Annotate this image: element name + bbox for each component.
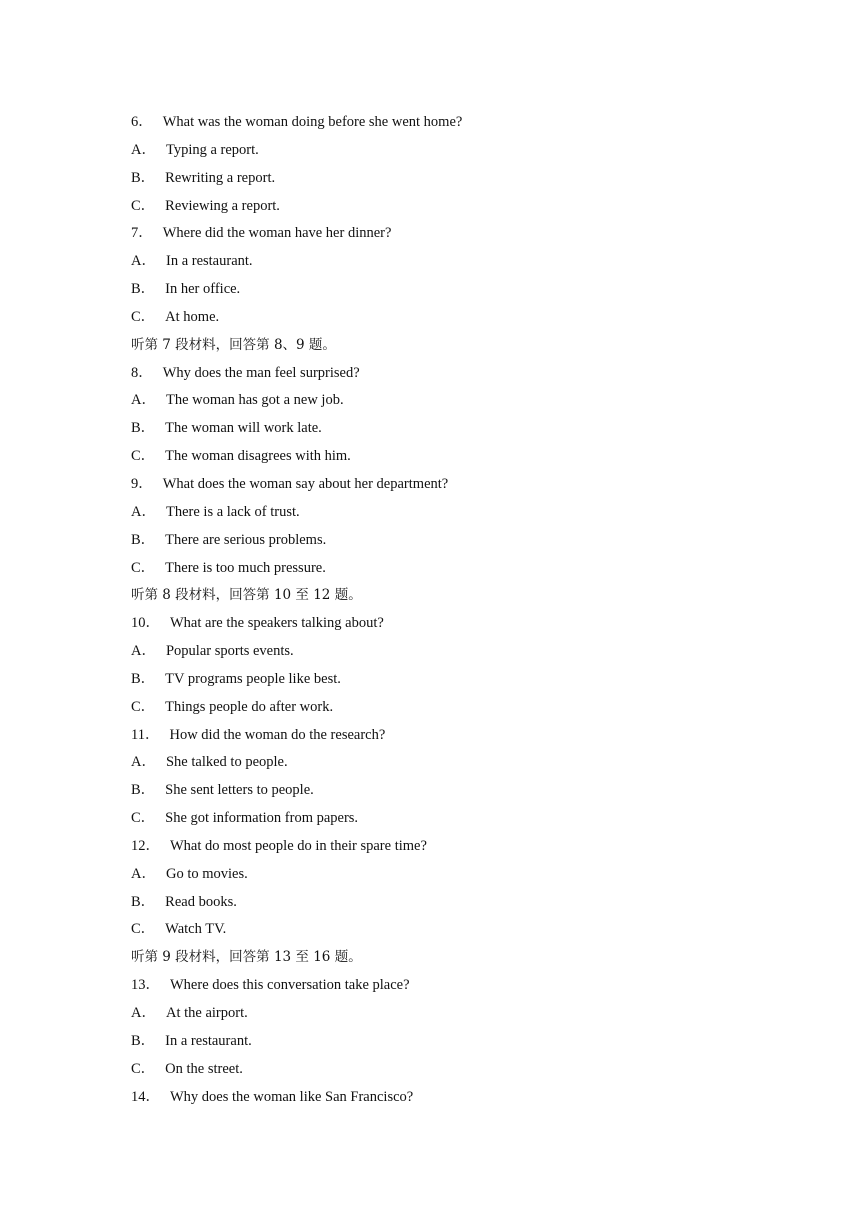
question-number: 14．	[131, 1088, 160, 1105]
question-text: Where did the woman have her dinner?	[162, 225, 392, 242]
option-text: There is a lack of trust.	[165, 503, 300, 520]
answer-option	[131, 1056, 771, 1084]
answer-option	[131, 1000, 771, 1028]
option-letter: B．	[131, 420, 156, 437]
option-letter: C．	[131, 197, 156, 214]
option-letter: C．	[131, 921, 156, 938]
option-text: Popular sports events.	[165, 643, 294, 660]
question-number: 13．	[131, 977, 160, 994]
option-letter: B．	[131, 169, 156, 186]
option-text: She got information from papers.	[165, 810, 359, 827]
option-letter: A．	[131, 754, 156, 771]
option-letter: C．	[131, 448, 156, 465]
option-text: Reviewing a report.	[165, 197, 280, 214]
question-number: 10．	[131, 615, 160, 632]
answer-option	[131, 749, 771, 777]
answer-option	[131, 387, 771, 415]
question-number: 12．	[131, 837, 160, 854]
option-text: She sent letters to people.	[165, 782, 314, 799]
question-text: Where does this conversation take place?	[170, 977, 410, 994]
option-letter: B．	[131, 782, 156, 799]
option-text: There are serious problems.	[165, 531, 327, 548]
answer-option	[131, 1028, 771, 1056]
option-letter: C．	[131, 308, 156, 325]
question-line	[131, 972, 771, 1000]
answer-option	[131, 248, 771, 276]
section-instruction	[131, 332, 771, 360]
answer-option	[131, 777, 771, 805]
option-text: Watch TV.	[165, 921, 227, 938]
answer-option	[131, 666, 771, 694]
option-letter: C．	[131, 698, 156, 715]
question-number: 9．	[131, 475, 153, 492]
question-text: What do most people do in their spare time?	[170, 837, 427, 854]
question-line	[131, 360, 771, 388]
answer-option	[131, 694, 771, 722]
option-letter: B．	[131, 1032, 156, 1049]
question-text: What are the speakers talking about?	[170, 615, 384, 632]
option-letter: C．	[131, 810, 156, 827]
question-line	[131, 833, 771, 861]
question-line	[131, 109, 771, 137]
question-text: What was the woman doing before she went home?	[162, 114, 463, 130]
answer-option	[131, 443, 771, 471]
answer-option	[131, 861, 771, 889]
answer-option	[131, 137, 771, 165]
option-letter: B．	[131, 670, 156, 687]
option-text: At home.	[165, 308, 220, 325]
option-letter: B．	[131, 531, 156, 548]
answer-option	[131, 638, 771, 666]
option-text: Rewriting a report.	[165, 169, 276, 186]
instruction-text: 听第 9 段材料，回答第 13 至 16 题。	[131, 949, 362, 966]
question-line	[131, 610, 771, 638]
option-letter: A．	[131, 141, 156, 158]
question-text: What does the woman say about her department?	[162, 475, 449, 492]
option-text: She talked to people.	[165, 754, 288, 771]
answer-option	[131, 415, 771, 443]
option-text: The woman has got a new job.	[165, 392, 344, 409]
answer-option	[131, 499, 771, 527]
answer-option	[131, 193, 771, 221]
option-letter: A．	[131, 503, 156, 520]
question-number: 8．	[131, 364, 153, 381]
answer-option	[131, 805, 771, 833]
question-number: 11．	[131, 726, 160, 743]
option-text: Go to movies.	[165, 865, 248, 882]
listening-questions	[131, 109, 771, 1111]
option-text: Typing a report.	[165, 141, 259, 158]
option-letter: B．	[131, 281, 156, 298]
option-letter: A．	[131, 643, 156, 660]
answer-option	[131, 555, 771, 583]
answer-option	[131, 916, 771, 944]
option-text: There is too much pressure.	[165, 559, 326, 576]
section-instruction	[131, 582, 771, 610]
question-line	[131, 471, 771, 499]
answer-option	[131, 276, 771, 304]
option-letter: A．	[131, 865, 156, 882]
option-text: Read books.	[165, 893, 237, 910]
option-text: TV programs people like best.	[165, 670, 341, 687]
question-number: 7．	[131, 225, 153, 242]
option-letter: C．	[131, 559, 156, 576]
question-number: 6．	[131, 114, 153, 130]
option-text: Things people do after work.	[165, 698, 334, 715]
answer-option	[131, 889, 771, 917]
section-instruction	[131, 944, 771, 972]
question-line	[131, 722, 771, 750]
instruction-text: 听第 7 段材料，回答第 8、9 题。	[131, 336, 336, 353]
option-text: On the street.	[165, 1060, 243, 1077]
answer-option	[131, 527, 771, 555]
question-line	[131, 1084, 771, 1112]
answer-option	[131, 304, 771, 332]
question-text: Why does the woman like San Francisco?	[170, 1088, 414, 1105]
option-letter: A．	[131, 253, 156, 270]
option-text: In her office.	[165, 281, 241, 298]
question-text: Why does the man feel surprised?	[162, 364, 360, 381]
option-text: At the airport.	[165, 1005, 248, 1021]
option-text: In a restaurant.	[165, 1032, 252, 1049]
option-text: The woman will work late.	[165, 420, 322, 437]
option-text: In a restaurant.	[165, 253, 253, 270]
question-text: How did the woman do the research?	[169, 726, 386, 743]
option-letter: A．	[131, 392, 156, 409]
option-letter: A．	[131, 1005, 156, 1021]
answer-option	[131, 165, 771, 193]
option-text: The woman disagrees with him.	[165, 448, 351, 465]
instruction-text: 听第 8 段材料，回答第 10 至 12 题。	[131, 587, 362, 604]
option-letter: B．	[131, 893, 156, 910]
option-letter: C．	[131, 1060, 156, 1077]
question-line	[131, 220, 771, 248]
